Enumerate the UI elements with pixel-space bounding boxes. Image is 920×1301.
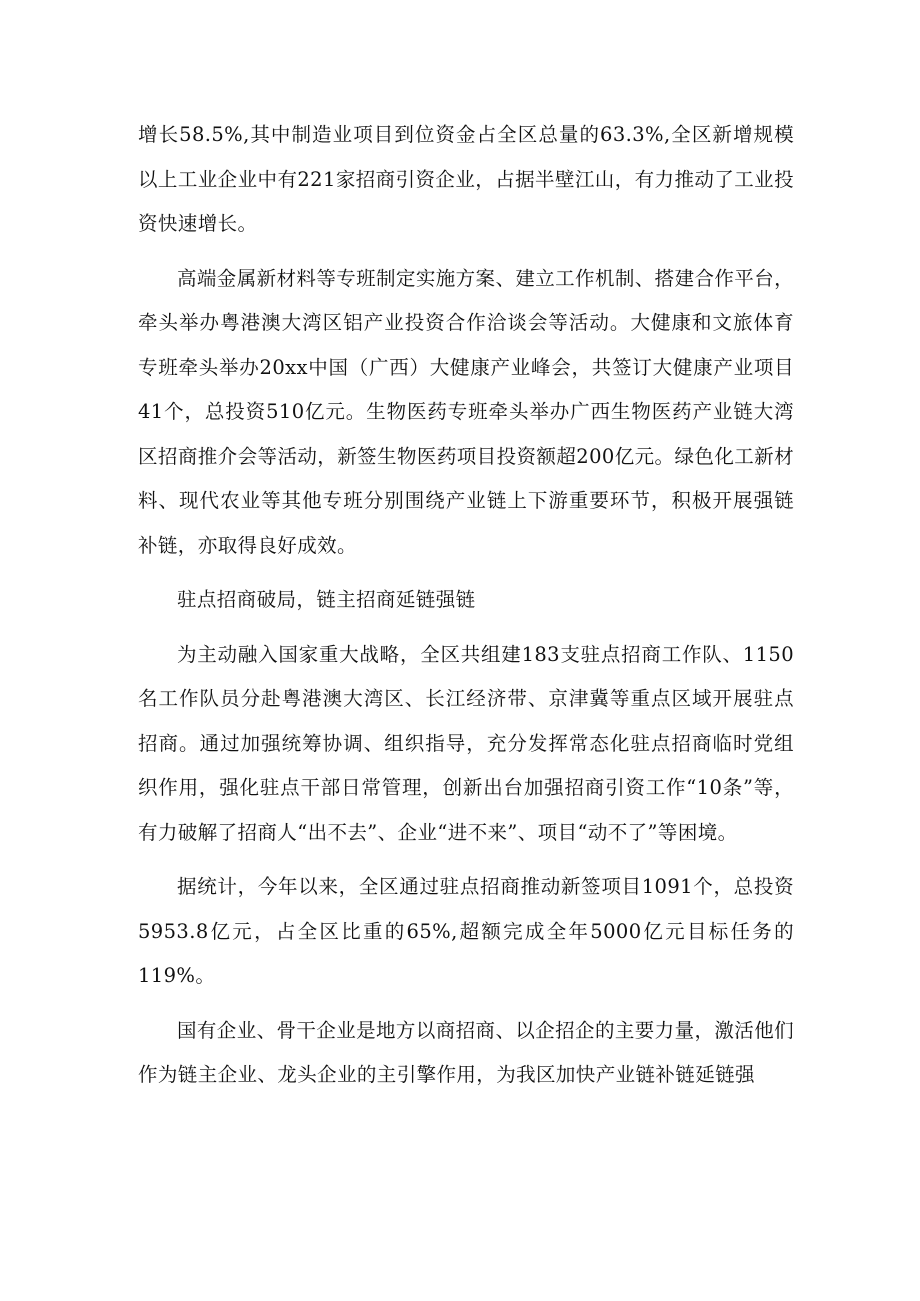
paragraph-statistics: 据统计，今年以来，全区通过驻点招商推动新签项目1091个，总投资5953.8亿元，占全区比重的65%,超额完成全年5000亿元目标任务的119%。 (138, 875, 794, 987)
paragraph-special-teams: 高端金属新材料等专班制定实施方案、建立工作机制、搭建合作平台，牵头举办粤港澳大湾区铝产业投资合作洽谈会等活动。大健康和文旅体育专班牵头举办20xx中国（广西）大健康产业峰会，共签订大健康产业项目41个，总投资510亿元。生物医药专班牵头举办广西生物医药产业链大湾区招商推介会等活动，新签生物医药项目投资额超200亿元。绿色化工新材料、现代农业等其他专班分别围绕产业链上下游重要环节，积极开展强链补链，亦取得良好成效。 (138, 266, 794, 557)
section-heading: 驻点招商破局，链主招商延链强链 (177, 588, 476, 611)
paragraph-resident-investment: 为主动融入国家重大战略，全区共组建183支驻点招商工作队、1150名工作队员分赴粤港澳大湾区、长江经济带、京津冀等重点区域开展驻点招商。通过加强统筹协调、组织指导，充分发挥常态化驻点招商临时党组织作用，强化驻点干部日常管理，创新出台加强招商引资工作“10条”等，有力破解了招商人“出不去”、企业“进不来”、项目“动不了”等困境。 (138, 642, 794, 844)
document-page (138, 113, 794, 1108)
paragraph-continuation: 增长58.5%,其中制造业项目到位资金占全区总量的63.3%,全区新增规模以上工业企业中有221家招商引资企业，占据半壁江山，有力推动了工业投资快速增长。 (138, 123, 794, 235)
paragraph-state-enterprises: 国有企业、骨干企业是地方以商招商、以企招企的主要力量，激活他们作为链主企业、龙头企业的主引擎作用，为我区加快产业链补链延链强 (138, 1018, 794, 1086)
